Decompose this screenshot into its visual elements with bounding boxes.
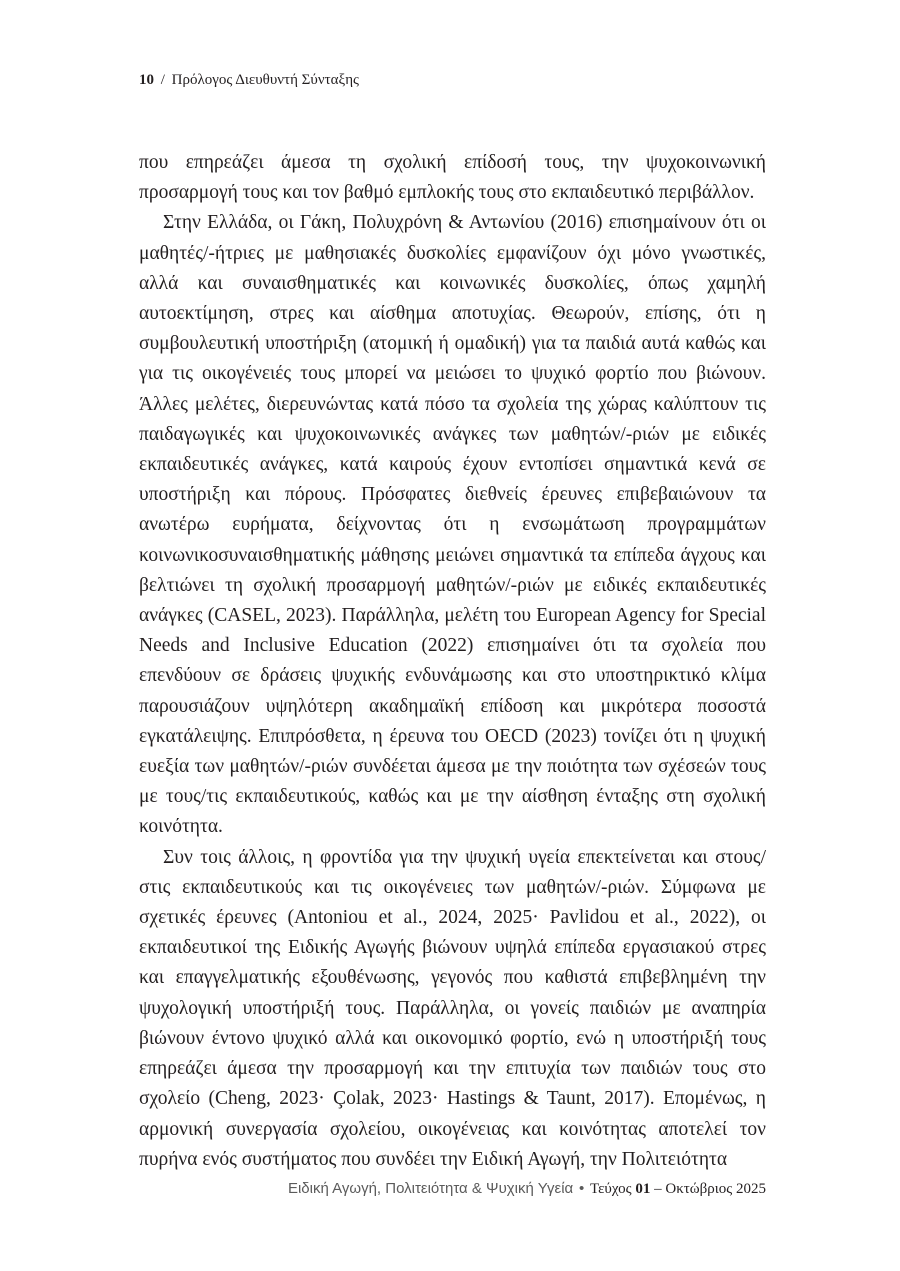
- article-body: [139, 148, 766, 1175]
- header-separator: /: [160, 72, 165, 88]
- section-title: Πρόλογος Διευθυντή Σύνταξης: [171, 72, 359, 88]
- issue-number: 01: [635, 1181, 651, 1197]
- running-head: [139, 72, 359, 89]
- footer-bullet: •: [578, 1180, 585, 1197]
- paragraph-teachers-families: Συν τοις άλλοις, η φροντίδα για την ψυχική υγεία επεκτείνεται και στους/στις εκπαιδευτικούς και τις οικογένειες των μαθητών/-ριών. Σύμφωνα με σχετικές έρευνες (Antoniou et al., 2024, 2025· Pavlidou et al., 2022), οι εκπαιδευτικοί της Ειδικής Αγωγής βιώνουν υψηλά επίπεδα εργασιακού στρες και επαγγελματικής εξουθένωσης, γεγονός που καθιστά επιβεβλημένη την ψυχολογική υποστήριξή τους. Παράλληλα, οι γονείς παιδιών με αναπηρία βιώνουν έντονο ψυχικό αλλά και οικονομικό φορτίο, ενώ η υποστήριξή τους επηρεάζει άμεσα την προσαρμογή και την επιτυχία των παιδιών τους στο σχολείο (Cheng, 2023· Çolak, 2023· Hastings & Taunt, 2017). Επομένως, η αρμονική συνεργασία σχολείου, οικογένειας και κοινότητας αποτελεί τον πυρήνα ενός συστήματος που συνδέει την Ειδική Αγωγή, την Πολιτειότητα: [139, 846, 766, 1170]
- paragraph-continuation: που επηρεάζει άμεσα τη σχολική επίδοσή τους, την ψυχοκοινωνική προσαρμογή τους και τον βαθμό εμπλοκής τους στο εκπαιδευτικό περιβάλλον.: [139, 152, 766, 204]
- page-number: 10: [139, 72, 154, 88]
- paragraph-greece-studies: Στην Ελλάδα, οι Γάκη, Πολυχρόνη & Αντωνίου (2016) επισημαίνουν ότι οι μαθητές/-ήτριες με μαθησιακές δυσκολίες εμφανίζουν όχι μόνο γνωστικές, αλλά και συναισθηματικές και κοινωνικές δυσκολίες, όπως χαμηλή αυτοεκτίμηση, στρες και αίσθημα αποτυχίας. Θεωρούν, επίσης, ότι η συμβουλευτική υποστήριξη (ατομική ή ομαδική) για τα παιδιά αυτά καθώς και για τις οικογένειές τους μπορεί να μειώσει το ψυχικό φορτίο που βιώνουν. Άλλες μελέτες, διερευνώντας κατά πόσο τα σχολεία της χώρας καλύπτουν τις παιδαγωγικές και ψυχοκοινωνικές ανάγκες των μαθητών/-ριών με ειδικές εκπαιδευτικές ανάγκες, κατά καιρούς έχουν εντοπίσει σημαντικά κενά σε υποστήριξη και πόρους. Πρόσφατες διεθνείς έρευνες επιβεβαιώνουν τα ανωτέρω ευρήματα, δείχνοντας ότι η ενσωμάτωση προγραμμάτων κοινωνικοσυναισθηματικής μάθησης μειώνει σημαντικά τα επίπεδα άγχους και βελτιώνει τη σχολική προσαρμογή μαθητών/-ριών με ειδικές εκπαιδευτικές ανάγκες (CASEL, 2023). Παράλληλα, μελέτη του European Agency for Special Needs and Inclusive Education (2022) επισημαίνει ότι τα σχολεία που επενδύουν σε δράσεις ψυχικής ενδυνάμωσης και στο υποστηρικτικό κλίμα παρουσιάζουν υψηλότερη ακαδημαϊκή επίδοση και μικρότερα ποσοστά εγκατάλειψης. Επιπρόσθετα, η έρευνα του OECD (2023) τονίζει ότι η ψυχική ευεξία των μαθητών/-ριών συνδέεται άμεσα με την ποιότητα των σχέσεών τους με τους/τις εκπαιδευτικούς, καθώς και με την αίσθηση ένταξης στη σχολική κοινότητα.: [139, 212, 766, 838]
- journal-title: Ειδική Αγωγή, Πολιτειότητα & Ψυχική Υγεία: [287, 1180, 574, 1197]
- issue-date: – Οκτώβριος 2025: [654, 1181, 766, 1197]
- issue-label: Τεύχος: [589, 1181, 632, 1197]
- page-footer: [288, 1180, 766, 1198]
